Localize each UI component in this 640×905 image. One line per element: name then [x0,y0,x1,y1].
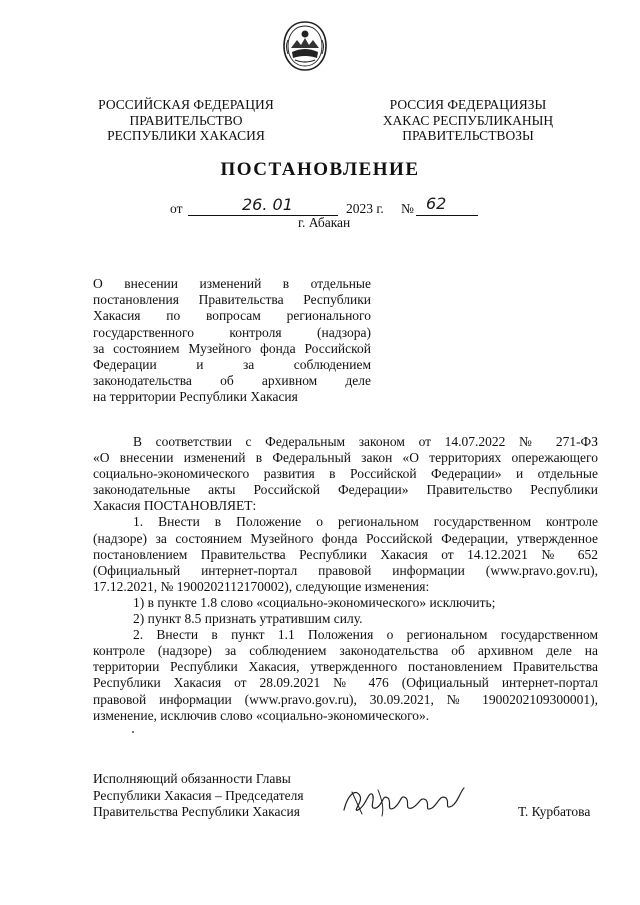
body-line: (Официальный интернет-портал правовой информации (www.pravo.gov.ru), [93,562,598,578]
handwritten-signature [338,780,473,822]
body-line: Хакасия ПОСТАНОВЛЯЕТ: [93,498,257,514]
document-title: ПОСТАНОВЛЕНИЕ [220,159,420,180]
body-line: Республики Хакасия от 28.09.2021 № 476 (Официальный интернет-портал [93,675,598,691]
header-left-line: РЕСПУБЛИКИ ХАКАСИЯ [107,128,265,143]
subject-line: на территории Республики Хакасия [93,389,298,405]
body-line: социально-экономического развития в Российской Федерации» и отдельные [93,466,598,482]
header-right [368,97,568,144]
subject-line: законодательства об архивном деле [93,373,371,389]
body-line: изменение, исключив слово «социально-экономического». [93,707,430,723]
number-blank [416,215,478,216]
body-line: территории Республики Хакасия, утвержденного постановлением Правительства [93,659,598,675]
subject-line: постановления Правительства Республики [93,292,371,308]
subject-line: Хакасия по вопросам регионального [93,308,371,324]
stray-mark [132,731,134,733]
header-left-line: РОССИЙСКАЯ ФЕДЕРАЦИЯ [98,97,274,112]
body-line: 1. Внести в Положение о региональном государственном контроле [133,514,598,530]
body-line: 2. Внести в пункт 1.1 Положения о региональном государственном [133,627,598,643]
number-sign: № [401,201,414,216]
body-line: «О внесении изменений в Федеральный закон «О территориях опережающего [93,450,598,466]
body-line: контроле (надзоре) за соблюдением законодательства об архивном деле на [93,643,598,659]
subject-line: государственного контроля (надзора) [93,324,371,340]
signature-position-line: Республики Хакасия – Председателя [93,787,304,803]
body-line: правовой информации (www.pravo.gov.ru), 30.09.2021, № 1900202109300001), [93,691,598,707]
header-left [86,97,286,144]
body-line: постановлением Правительства Республики Хакасия от 14.12.2021 № 652 [93,546,598,562]
header-right-line: РОССИЯ ФЕДЕРАЦИЯЗЫ [389,97,547,112]
body-line: 2) пункт 8.5 признать утратившим силу. [133,611,363,627]
subject-line: за состоянием Музейного фонда Российской [93,340,371,356]
header-left-line: ПРАВИТЕЛЬСТВО [129,112,243,128]
body-line: (надзоре) за состоянием Музейного фонда Российской Федерации, утвержденное [93,530,598,546]
date-handwritten: 26. 01 [242,195,293,214]
coat-of-arms-emblem [282,20,328,72]
subject-line: Федерации и за соблюдением [93,357,371,373]
body-line: В соответствии с Федеральным законом от 14.07.2022 № 271-ФЗ [133,434,598,449]
year-suffix: 2023 г. [346,201,384,216]
subject-block [93,276,371,406]
signature-position-line: Исполняющий обязанности Главы [93,771,291,786]
header-right-line: ХАКАС РЕСПУБЛИКАНЫҢ [382,112,554,128]
body-line: 1) в пункте 1.8 слово «социально-экономического» исключить; [133,594,496,610]
subject-line: О внесении изменений в отдельные [93,276,371,291]
body-line: 17.12.2021, № 1900202112170002), следующие изменения: [93,578,430,594]
date-prefix: от [170,201,183,216]
city: г. Абакан [298,215,351,230]
signature-position [93,771,304,821]
header-right-line: ПРАВИТЕЛЬСТВОЗЫ [402,128,534,143]
signatory-name: Т. Курбатова [518,804,591,819]
signature-position-line: Правительства Республики Хакасия [93,804,300,819]
number-handwritten: 62 [426,194,447,213]
body-line: законодательные акты Российской Федерации» Правительство Республики [93,482,598,498]
body-text [93,434,598,724]
